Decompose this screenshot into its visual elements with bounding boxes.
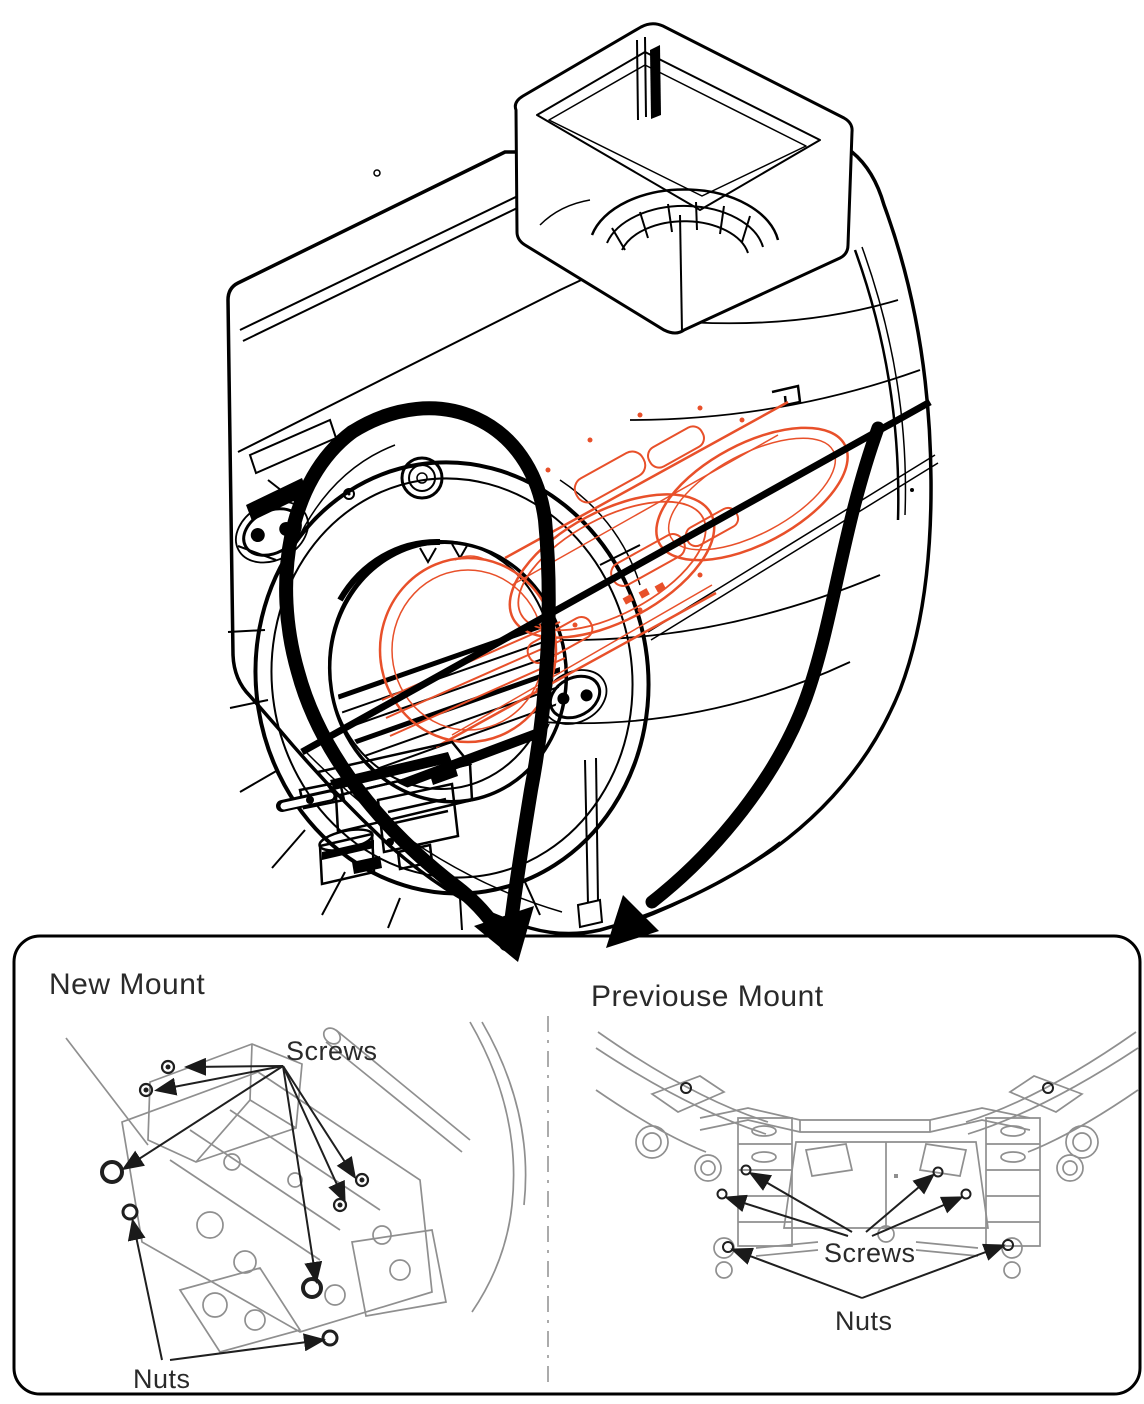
previous-mount-screws-label: Screws	[824, 1238, 916, 1268]
new-mount-nuts-label: Nuts	[133, 1364, 191, 1394]
new-mount-screws-label: Screws	[286, 1036, 378, 1066]
previous-mount-title: Previouse Mount	[591, 980, 824, 1013]
new-mount-title: New Mount	[49, 968, 206, 1001]
previous-mount-nuts-label: Nuts	[835, 1306, 893, 1336]
detail-box	[14, 936, 1140, 1394]
